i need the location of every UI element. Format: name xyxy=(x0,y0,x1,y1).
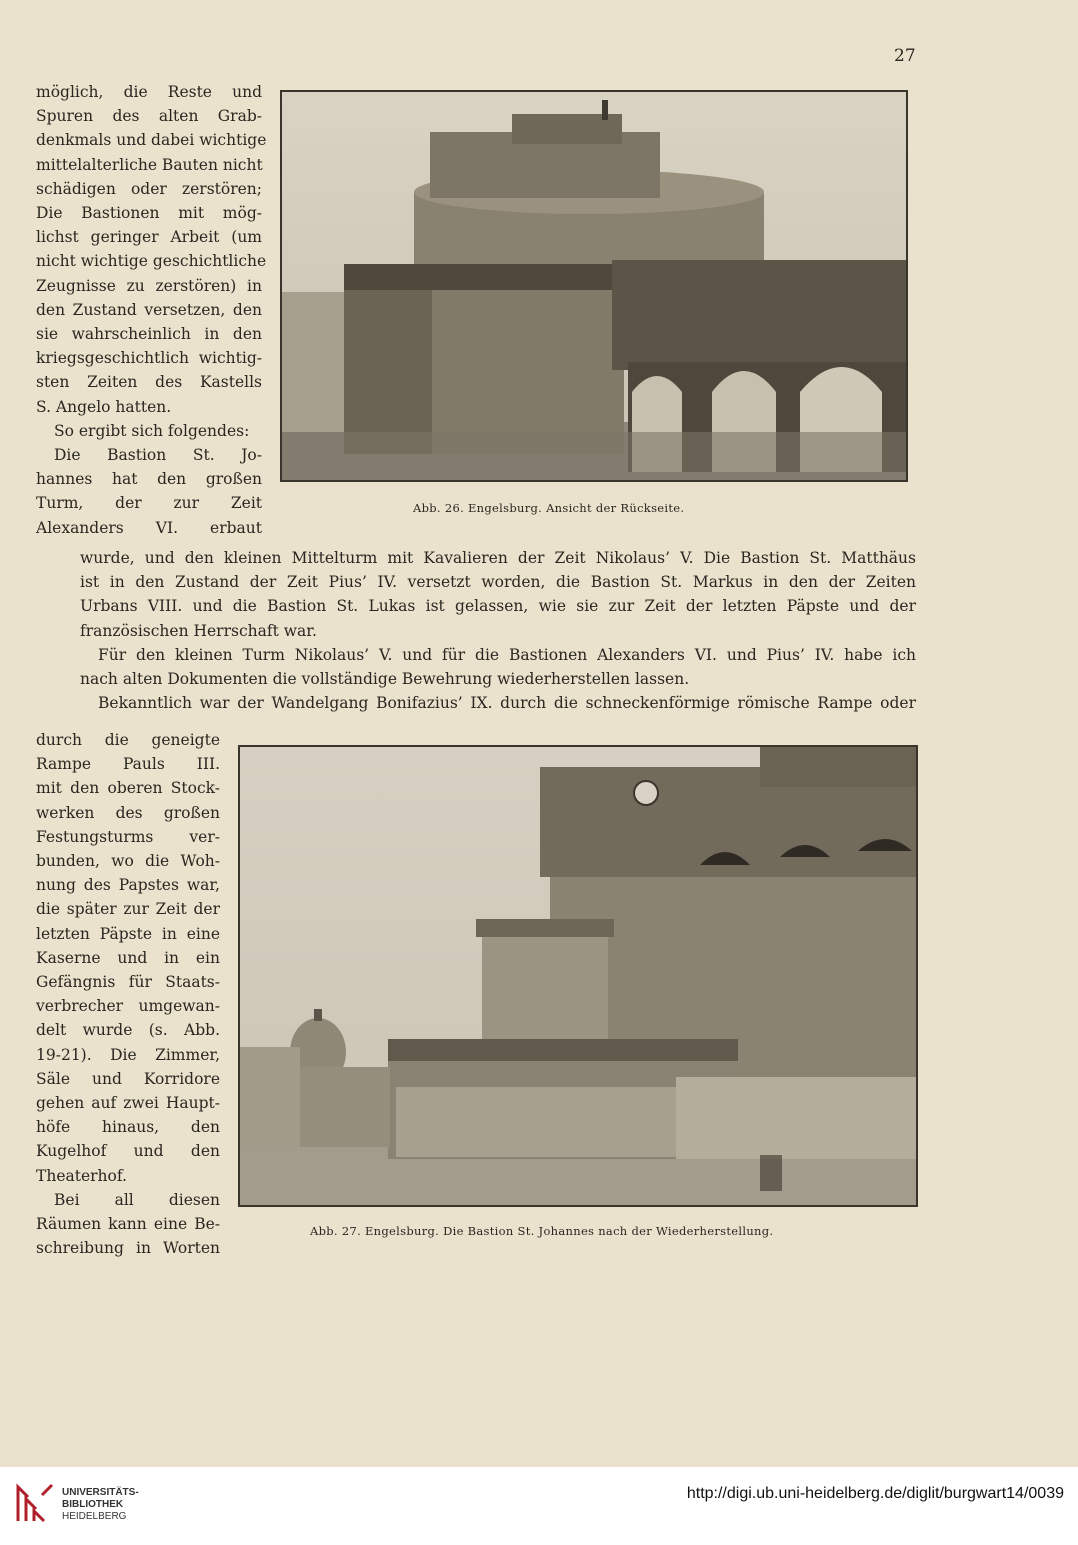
text-block-full xyxy=(80,546,916,715)
library-name xyxy=(62,1487,139,1523)
text-line: hannes hat den großen xyxy=(36,470,262,489)
text-line: Bei all diesen xyxy=(54,1190,220,1209)
text-line: kriegsgeschichtlich wichtig- xyxy=(36,349,262,368)
text-line: nicht wichtige geschichtliche xyxy=(36,252,267,271)
text-line: Für den kleinen Turm Nikolaus’ V. und für die Bastionen Alexanders VI. und Pius’ IV. habe ich xyxy=(98,645,916,664)
text-line: schädigen oder zerstören; xyxy=(36,179,262,198)
text-line: wurde, und den kleinen Mittelturm mit Kavalieren der Zeit Nikolaus’ V. Die Bastion St. Matthäus xyxy=(80,549,916,567)
figure-26-photo xyxy=(280,90,908,482)
text-line: Alexanders VI. erbaut xyxy=(36,518,262,537)
source-url-link[interactable]: http://digi.ub.uni-heidelberg.de/diglit/burgwart14/0039 xyxy=(686,1485,1064,1502)
text-line: den Zustand versetzen, den xyxy=(36,300,262,319)
digitization-footer xyxy=(0,1467,1078,1545)
text-line: verbrecher umgewan- xyxy=(36,997,220,1016)
text-line: sie wahrscheinlich in den xyxy=(36,325,262,344)
text-line: Gefängnis für Staats- xyxy=(36,973,220,992)
library-line-2: BIBLIOTHEK xyxy=(62,1499,124,1510)
text-line: Räumen kann eine Be- xyxy=(36,1215,220,1234)
figure-26-caption: Abb. 26. Engelsburg. Ansicht der Rückseite. xyxy=(413,501,685,515)
bastion-st-johannes-image xyxy=(240,747,916,1205)
text-column-top xyxy=(36,80,267,540)
library-line-3: HEIDELBERG xyxy=(62,1511,127,1522)
text-line: schreibung in Worten xyxy=(36,1239,220,1258)
text-line: bunden, wo die Woh- xyxy=(36,852,220,871)
text-line: Zeugnisse zu zerstören) in xyxy=(36,276,262,295)
text-line: französischen Herrschaft war. xyxy=(80,621,317,640)
text-line: möglich, die Reste und xyxy=(36,83,262,101)
text-line: Festungsturms ver- xyxy=(36,827,220,846)
text-line: Theaterhof. xyxy=(36,1166,127,1185)
text-line: denkmals und dabei wichtige xyxy=(36,131,267,150)
text-line: Turm, der zur Zeit xyxy=(36,494,262,513)
text-line: Säle und Korridore xyxy=(36,1069,220,1088)
figure-27-photo xyxy=(238,745,918,1207)
castle-rear-view-image xyxy=(282,92,906,480)
text-line: S. Angelo hatten. xyxy=(36,397,172,416)
figure-27-caption: Abb. 27. Engelsburg. Die Bastion St. Johannes nach der Wiederherstellung. xyxy=(310,1224,774,1238)
text-line: So ergibt sich folgendes: xyxy=(54,421,250,440)
text-line: ist in den Zustand der Zeit Pius’ IV. versetzt worden, die Bastion St. Markus in den der Zeiten xyxy=(80,573,916,592)
text-line: durch die geneigte xyxy=(36,731,220,749)
text-line: Die Bastion St. Jo- xyxy=(54,446,262,465)
text-line: werken des großen xyxy=(36,803,220,822)
text-line: Spuren des alten Grab- xyxy=(36,107,262,126)
text-line: Urbans VIII. und die Bastion St. Lukas ist gelassen, wie sie zur Zeit der letzten Päpste und der xyxy=(80,597,916,616)
library-line-1: UNIVERSITÄTS- xyxy=(62,1487,139,1498)
library-logo-icon xyxy=(12,1481,56,1527)
text-line: mit den oberen Stock- xyxy=(36,779,220,798)
text-line: gehen auf zwei Haupt- xyxy=(36,1094,220,1113)
text-line: Kaserne und in ein xyxy=(36,948,220,967)
text-line: die später zur Zeit der xyxy=(36,900,220,919)
text-line: lichst geringer Arbeit (um xyxy=(36,228,262,247)
text-line: 19-21). Die Zimmer, xyxy=(36,1045,220,1064)
text-line: nach alten Dokumenten die vollständige Bewehrung wiederherstellen lassen. xyxy=(80,670,690,689)
text-line: Kugelhof und den xyxy=(36,1142,220,1161)
text-line: sten Zeiten des Kastells xyxy=(36,373,262,392)
text-column-bottom xyxy=(36,728,220,1260)
text-line: nung des Papstes war, xyxy=(36,876,220,895)
text-line: höfe hinaus, den xyxy=(36,1118,220,1137)
text-line: Die Bastionen mit mög- xyxy=(36,204,262,223)
text-line: Bekanntlich war der Wandelgang Bonifazius’ IX. durch die schneckenförmige römische Rampe oder xyxy=(98,694,916,713)
text-line: mittelalterliche Bauten nicht xyxy=(36,155,263,174)
page-number: 27 xyxy=(894,46,916,66)
text-line: letzten Päpste in eine xyxy=(36,924,220,943)
text-line: delt wurde (s. Abb. xyxy=(36,1021,220,1040)
text-line: Rampe Pauls III. xyxy=(36,755,220,774)
